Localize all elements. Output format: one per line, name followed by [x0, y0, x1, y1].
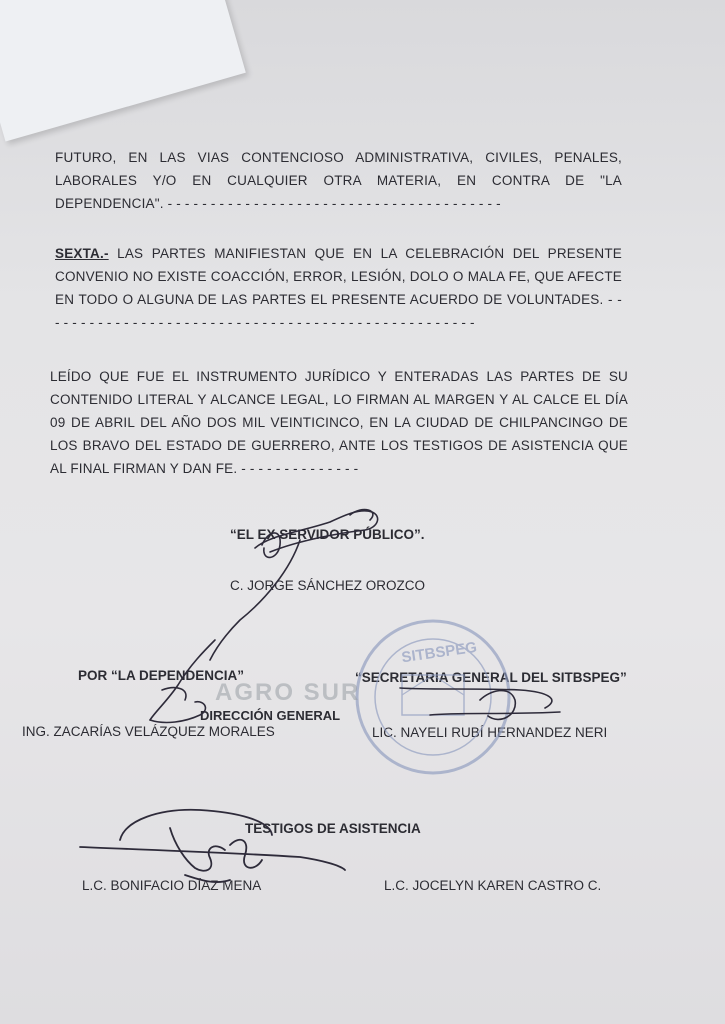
- sitbspeg-seal: [357, 621, 509, 773]
- dependencia-name: ING. ZACARÍAS VELÁZQUEZ MORALES: [22, 724, 275, 739]
- agrosur-logo: [215, 679, 360, 706]
- testigo-1-signature: [80, 810, 345, 882]
- direccion-general-stamp: DIRECCIÓN GENERAL: [200, 708, 341, 723]
- ex-servidor-signature: [210, 510, 378, 660]
- clause-label: SEXTA.-: [55, 246, 109, 261]
- ex-servidor-heading: “EL EX SERVIDOR PÚBLICO”.: [230, 527, 425, 542]
- svg-text:AGRO SUR: AGRO SUR: [215, 679, 361, 706]
- testigo-2-name: L.C. JOCELYN KAREN CASTRO C.: [384, 878, 602, 893]
- testigo-1-name: L.C. BONIFACIO DÍAZ MENA: [82, 878, 262, 893]
- dependencia-heading: POR “LA DEPENDENCIA”: [78, 668, 245, 683]
- secretaria-name: LIC. NAYELI RUBÍ HERNANDEZ NERI: [372, 725, 608, 740]
- seal-title: SITBSPEG: [400, 638, 478, 667]
- paragraph-futuro: FUTURO, EN LAS VIAS CONTENCIOSO ADMINISTRATIVA, CIVILES, PENALES, LABORALES Y/O EN CUALQUIER OTRA MATERIA, EN CONTRA DE "LA DEPENDENCIA". - - - - - - - - - - - - - - - - - - - - - - - - - - - - - - - - - - - - - - -: [55, 150, 622, 211]
- dependencia-signature: [150, 640, 215, 722]
- clause-text: LAS PARTES MANIFIESTAN QUE EN LA CELEBRACIÓN DEL PRESENTE CONVENIO NO EXISTE COACCIÓN, ERROR, LESIÓN, DOLO O MALA FE, QUE AFECTE EN TODO O ALGUNA DE LAS PARTES EL PRESENTE ACUERDO DE VOLUNTADES. - - - - - - - - - - - - - - - - - - - - - - - - - - - - - - - - - - - - - - - - - - - - - - - - - - -: [55, 246, 622, 330]
- paragraph-leido: LEÍDO QUE FUE EL INSTRUMENTO JURÍDICO Y ENTERADAS LAS PARTES DE SU CONTENIDO LITERAL Y ALCANCE LEGAL, LO FIRMAN AL MARGEN Y AL CALCE EL DÍA 09 DE ABRIL DEL AÑO DOS MIL VEINTICINCO, EN LA CIUDAD DE CHILPANCINGO DE LOS BRAVO DEL ESTADO DE GUERRERO, ANTE LOS TESTIGOS DE ASISTENCIA QUE AL FINAL FIRMAN Y DAN FE. - - - - - - - - - - - - - -: [50, 369, 628, 476]
- ex-servidor-name: C. JORGE SÁNCHEZ OROZCO: [230, 578, 426, 593]
- secretaria-heading: “SECRETARIA GENERAL DEL SITBSPEG”: [355, 670, 627, 685]
- testigos-heading: TESTIGOS DE ASISTENCIA: [245, 821, 421, 836]
